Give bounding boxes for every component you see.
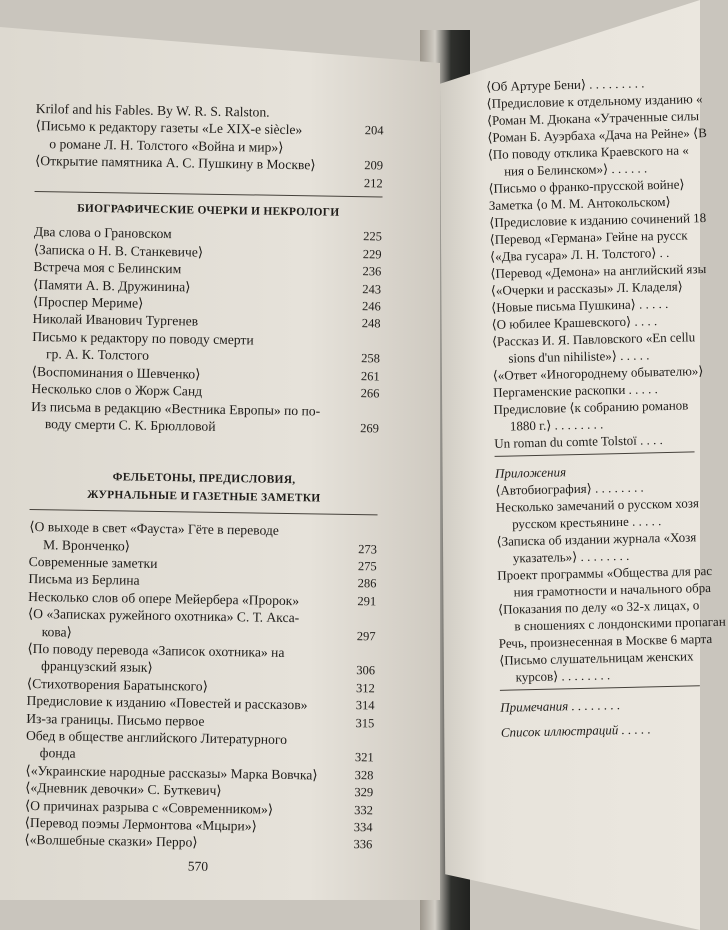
toc-entry: ⟨Записка об издании журнала «Хозя — [496, 529, 697, 549]
toc-entry-title: ⟨О причинах разрыва с «Современником»⟩ — [24, 797, 274, 817]
toc-entry-title: ⟨«Дневник девочки» С. Буткевич⟩ — [25, 780, 222, 799]
notes-entry: Примечания . . . . . . . . — [500, 697, 621, 715]
toc-entry-page: 258 — [361, 351, 381, 366]
toc-entry-title: ⟨Записка о Н. В. Станкевиче⟩ — [33, 241, 204, 260]
toc-entry-title: ⟨О выходе в свет «Фауста» Гёте в переводе — [29, 519, 280, 538]
contents-list-top — [35, 100, 384, 192]
toc-entry-title: Из письма в редакцию «Вестника Европы» по по- — [31, 398, 321, 419]
toc-entry: ⟨Новые письма Пушкина⟩ . . . . . — [491, 295, 669, 315]
toc-entry: указатель»⟩ . . . . . . . . — [512, 547, 630, 566]
toc-entry-page: 321 — [354, 750, 374, 765]
toc-entry-title: фонда — [39, 745, 76, 762]
toc-entry: ния грамотности и начального обра — [513, 580, 712, 600]
appendix-title: Приложения — [494, 464, 567, 481]
toc-entry-title: ⟨О «Записках ружейного охотника» С. Т. Акса- — [27, 606, 300, 626]
toc-entry-page: 286 — [357, 576, 377, 591]
toc-entry-title: Несколько слов об опере Мейербера «Пророк» — [28, 588, 300, 608]
section-divider — [495, 451, 695, 457]
toc-entry-page: 306 — [356, 663, 376, 678]
toc-entry-page: 314 — [355, 698, 375, 713]
toc-entry-title: ⟨Воспоминания о Шевченко⟩ — [31, 363, 201, 382]
toc-entry-title: ⟨По поводу перевода «Записок охотника» на — [27, 640, 285, 660]
toc-entry: Несколько замечаний о русском хозя — [495, 495, 700, 515]
right-page-contents — [486, 73, 726, 745]
toc-entry-title: Предисловие к изданию «Повестей и рассказов» — [26, 693, 308, 713]
toc-entry-page: 229 — [362, 246, 382, 262]
toc-entry-title: гр. А. К. Толстого — [45, 346, 150, 364]
toc-entry: ⟨Роман М. Дюкана «Утраченные силы — [486, 108, 700, 128]
toc-entry: ⟨Рассказ И. Я. Павловского «En cellu — [491, 329, 696, 349]
toc-entry-page: 332 — [354, 802, 373, 818]
toc-entry-title: ⟨Открытие памятника А. С. Пушкину в Москве⟩ — [34, 153, 316, 173]
toc-entry: ⟨Предисловие к отдельному изданию « — [486, 91, 703, 111]
toc-entry-title: Письмо к редактору по поводу смерти — [32, 328, 254, 348]
toc-entry: ⟨Роман Б. Ауэрбаха «Дача на Рейне» ⟨В — [487, 125, 707, 145]
toc-entry-title: Николай Иванович Тургенев — [32, 311, 199, 330]
toc-entry-page: 334 — [353, 820, 373, 835]
contents-list-biographical — [31, 223, 382, 437]
toc-entry-title: ⟨Проспер Мериме⟩ — [32, 294, 144, 311]
toc-entry: 1880 г.⟩ . . . . . . . . — [509, 416, 604, 434]
toc-entry: Пергаменские раскопки . . . . . — [492, 381, 658, 400]
toc-entry-page: 204 — [364, 123, 384, 138]
toc-entry-title: М. Вронченко⟩ — [42, 536, 131, 554]
toc-entry-page: 336 — [353, 837, 373, 852]
toc-entry-page: 297 — [356, 628, 376, 643]
toc-entry-title: Из-за границы. Письмо первое — [26, 710, 205, 729]
contents-list-right — [486, 73, 714, 452]
toc-entry-page: 312 — [355, 680, 375, 696]
toc-entry: ⟨Автобиография⟩ . . . . . . . . — [495, 479, 644, 498]
toc-entry: русском крестьянине . . . . . — [511, 513, 662, 532]
toc-entry-title: кова⟩ — [41, 623, 73, 640]
toc-entry-page: 261 — [360, 368, 380, 384]
toc-entry-page: 315 — [355, 715, 375, 730]
toc-entry: ⟨Письмо о франко-прусской войне⟩ — [488, 176, 685, 196]
toc-entry: ⟨Предисловие к изданию сочинений 18 — [489, 210, 707, 230]
toc-entry: ⟨«Ответ «Иногороднему обывателю»⟩ — [492, 363, 704, 383]
toc-entry-title: Современные заметки — [28, 553, 158, 571]
toc-entry: Предисловие ⟨к собранию романов — [493, 397, 689, 417]
contents-list-feuilletons — [24, 518, 377, 854]
toc-entry: ⟨По поводу отклика Краевского на « — [487, 142, 689, 162]
toc-entry-page: 275 — [357, 559, 377, 574]
toc-entry-page: 291 — [357, 593, 377, 609]
toc-entry-title: о романе Л. Н. Толстого «Война и мир»⟩ — [49, 136, 284, 155]
toc-entry: в сношениях с лондонскими пропаган — [514, 613, 726, 634]
toc-entry: ⟨Перевод «Демона» на английский язы — [490, 261, 707, 281]
toc-entry: ⟨О юбилее Крашевского⟩ . . . . — [491, 313, 658, 332]
section-title-feuilletons-line1: ФЕЛЬЕТОНЫ, ПРЕДИСЛОВИЯ, — [112, 471, 296, 487]
toc-entry-page: 212 — [363, 175, 383, 191]
toc-entry: ния о Белинском»⟩ . . . . . . — [503, 160, 648, 179]
toc-entry-page: 266 — [360, 386, 380, 401]
toc-entry: Un roman du comte Tolstoï . . . . — [494, 432, 663, 451]
toc-entry: ⟨«Очерки и рассказы» Л. Кладеля⟩ — [490, 278, 683, 298]
illustrations-entry: Список иллюстраций . . . . . — [500, 721, 651, 740]
section-divider — [30, 509, 378, 515]
toc-entry-page: 225 — [363, 229, 383, 244]
toc-entry-page: 236 — [362, 264, 382, 279]
toc-entry: ⟨Об Артуре Бени⟩ . . . . . . . . . — [486, 75, 645, 94]
toc-entry-page: 243 — [362, 281, 382, 297]
toc-entry-title: ⟨Перевод поэмы Лермонтова «Мцыри»⟩ — [24, 814, 257, 834]
toc-entry-title: ⟨«Украинские народные рассказы» Марка Вовчка⟩ — [25, 762, 318, 783]
toc-entry: ⟨Показания по делу «о 32-х лицах, о — [497, 597, 700, 617]
section-title-feuilletons-line2: ЖУРНАЛЬНЫЕ И ГАЗЕТНЫЕ ЗАМЕТКИ — [87, 488, 321, 505]
toc-entry: sions d'un nihiliste»⟩ . . . . . — [508, 347, 650, 366]
page-number: 570 — [187, 858, 209, 874]
toc-entry-title: воду смерти С. К. Брюлловой — [44, 416, 216, 434]
toc-entry: ⟨«Два гусара» Л. Н. Толстого⟩ . . — [489, 244, 670, 264]
toc-entry-page: 329 — [354, 785, 374, 800]
section-divider — [35, 191, 383, 197]
toc-entry-title: Письма из Берлина — [28, 571, 140, 589]
toc-entry-title: Несколько слов о Жорж Санд — [31, 381, 203, 399]
toc-entry-title: Два слова о Грановском — [33, 224, 172, 242]
left-page-contents — [24, 100, 384, 878]
toc-entry-title: Обед в обществе английского Литературного — [25, 727, 288, 748]
toc-entry-title: Встреча моя с Белинским — [33, 259, 182, 277]
toc-entry-title: Krilof and his Fables. By W. R. S. Ralston. — [35, 100, 270, 120]
toc-entry: ⟨Письмо слушательницам женских — [499, 648, 694, 668]
toc-entry-title: ⟨«Волшебные сказки» Перро⟩ — [24, 832, 198, 851]
toc-entry-title: французский язык⟩ — [40, 658, 153, 676]
toc-entry-page: 269 — [360, 421, 379, 436]
toc-entry-page: 246 — [361, 299, 381, 314]
toc-entry-title: ⟨Памяти А. В. Дружинина⟩ — [32, 276, 191, 295]
toc-entry-page: 273 — [358, 541, 378, 556]
section-title-biographical: БИОГРАФИЧЕСКИЕ ОЧЕРКИ И НЕКРОЛОГИ — [77, 202, 340, 219]
section-divider — [500, 685, 700, 691]
toc-entry: ⟨Перевод «Германа» Гейне на русск — [489, 227, 688, 247]
toc-entry: Заметка ⟨о М. М. Антокольском⟩ — [488, 193, 671, 213]
toc-entry-title: ⟨Письмо к редактору газеты «Le XIX-e siècle» — [35, 118, 303, 138]
toc-entry: Речь, произнесенная в Москве 6 марта — [498, 631, 713, 651]
toc-entry-page: 209 — [364, 158, 384, 173]
contents-list-appendix — [495, 477, 726, 686]
toc-entry: Проект программы «Общества для рас — [497, 563, 713, 583]
toc-entry-page: 248 — [361, 316, 381, 331]
toc-entry: курсов⟩ . . . . . . . . — [515, 667, 611, 685]
toc-entry-page: 328 — [354, 767, 374, 783]
toc-entry-title: ⟨Стихотворения Баратынского⟩ — [26, 675, 209, 694]
